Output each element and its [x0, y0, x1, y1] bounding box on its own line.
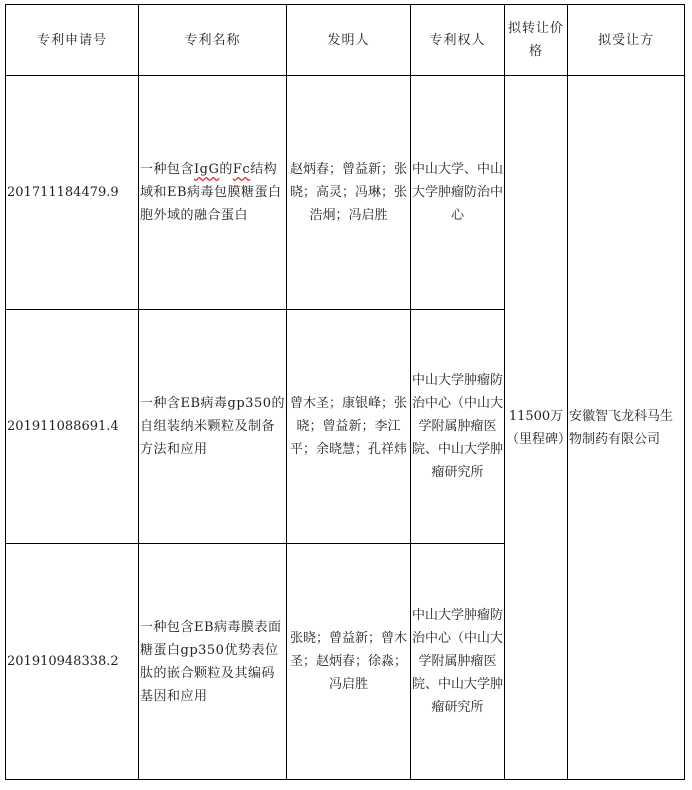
- header-name: 专利名称: [139, 5, 287, 76]
- spellcheck-word: IgG: [194, 162, 220, 177]
- table-row: [6, 76, 685, 310]
- table-header-row: [6, 5, 685, 76]
- patent-name-part: 一种包含: [140, 162, 195, 177]
- header-inventors: 发明人: [287, 5, 411, 76]
- header-price: 拟转让价格: [505, 5, 568, 76]
- header-owner: 专利权人: [411, 5, 505, 76]
- inventors-cell: 赵炳春；曾益新；张晓；高灵；冯琳；张浩炯；冯启胜: [287, 76, 411, 310]
- app-no-cell: 201911088691.4: [6, 310, 139, 544]
- app-no-cell: 201910948338.2: [6, 544, 139, 780]
- patent-name-cell: [139, 76, 287, 310]
- app-no-cell: 201711184479.9: [6, 76, 139, 310]
- owner-cell: 中山大学肿瘤防治中心（中山大学附属肿瘤医院、中山大学肿瘤研究所: [411, 544, 505, 780]
- owner-cell: 中山大学、中山大学肿瘤防治中心: [411, 76, 505, 310]
- buyer-cell: 安徽智飞龙科马生物制药有限公司: [568, 76, 685, 780]
- patent-name-cell: 一种包含EB病毒膜表面糖蛋白gp350优势表位肽的嵌合颗粒及其编码基因和应用: [139, 544, 287, 780]
- inventors-cell: 张晓；曾益新；曾木圣；赵炳春；徐淼；冯启胜: [287, 544, 411, 780]
- spellcheck-word: Fc: [232, 162, 251, 177]
- inventors-cell: 曾木圣；康银峰；张晓；曾益新；李江平；余晓慧；孔祥炜: [287, 310, 411, 544]
- patent-name-part: 结构域和EB病毒包膜糖蛋白胞外域的融合蛋白: [140, 162, 282, 223]
- patent-name-part: 的: [219, 162, 233, 177]
- patent-name-cell: 一种含EB病毒gp350的自组装纳米颗粒及制备方法和应用: [139, 310, 287, 544]
- header-buyer: 拟受让方: [568, 5, 685, 76]
- owner-cell: 中山大学肿瘤防治中心（中山大学附属肿瘤医院、中山大学肿瘤研究所: [411, 310, 505, 544]
- price-cell: 11500万（里程碑）: [505, 76, 568, 780]
- header-app-no: 专利申请号: [6, 5, 139, 76]
- patent-transfer-table: [5, 4, 685, 780]
